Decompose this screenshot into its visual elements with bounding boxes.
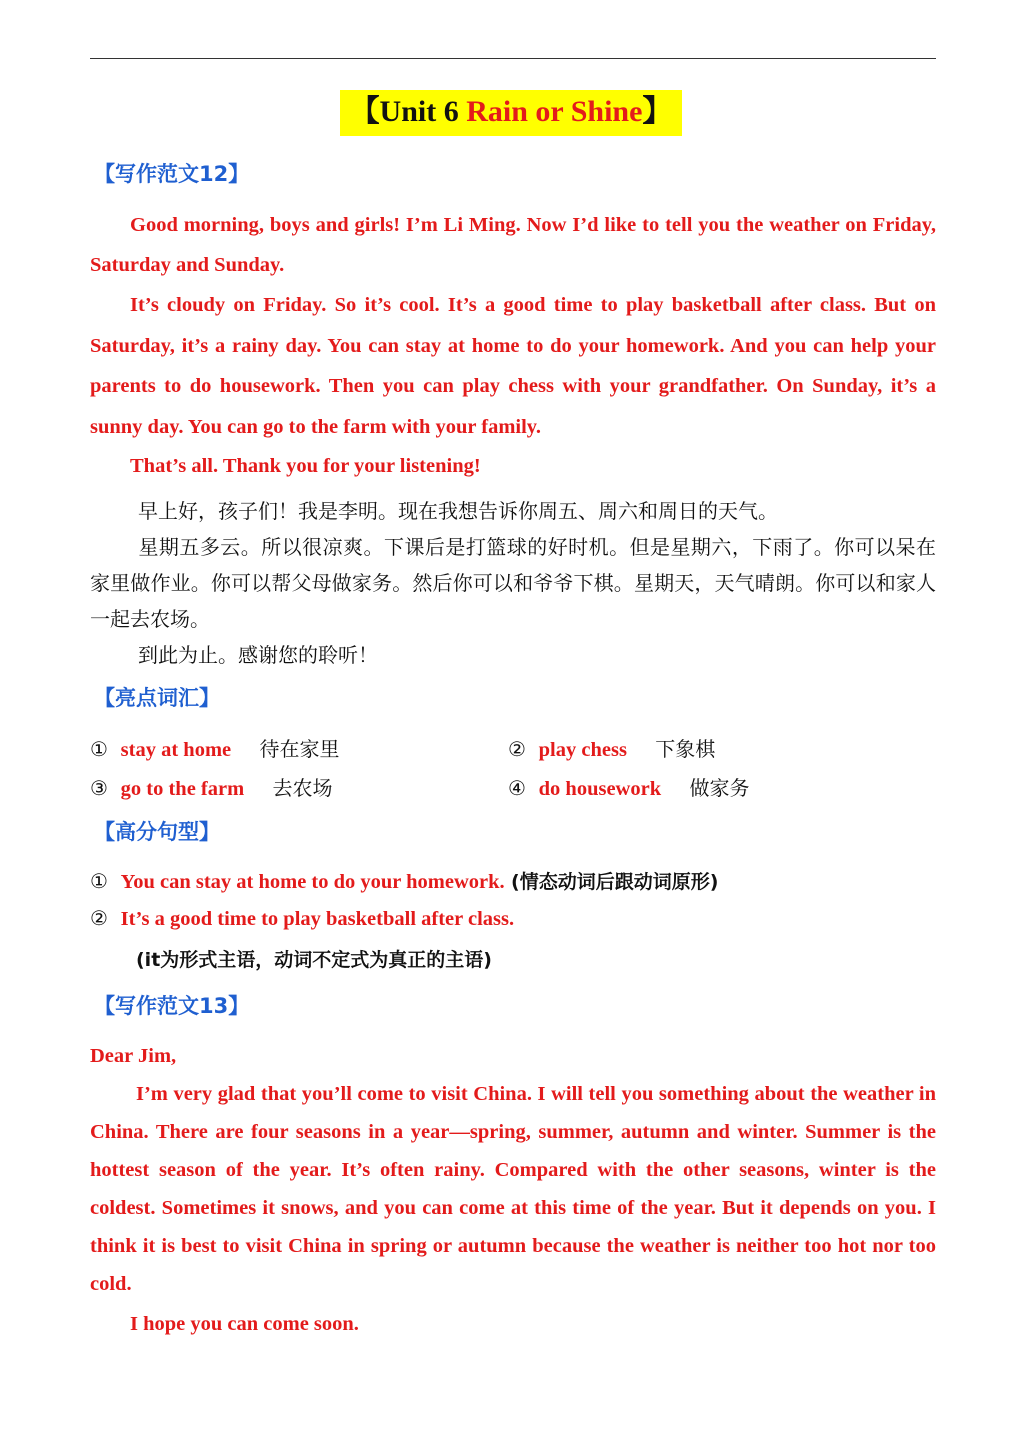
page-title: 【Unit 6 Rain or Shine】 [340, 90, 683, 136]
vocab-item: ① stay at home 待在家里 [90, 737, 340, 761]
essay13-heading: 【写作范文13】 [94, 994, 250, 1018]
essay12-translation-3: 到此为止。感谢您的聆听！ [138, 643, 378, 667]
essay12-paragraph-2: It’s cloudy on Friday. So it’s cool. It’s a good time to play basketball after class. But on Saturday, it’s a rainy day. You can stay at home to do your homework. And you can help your parents to do housework. Then you can play chess with your grandfather. On Sunday, it’s a sunny day. You can go to the farm with your family. [90, 294, 936, 438]
essay12-paragraph-1: Good morning, boys and girls! I’m Li Ming. Now I’d like to tell you the weather on Friday, Saturday and Sunday. [90, 214, 936, 276]
sentence-2: ② It’s a good time to play basketball after class. [90, 906, 515, 930]
essay13-paragraph-1: I’m very glad that you’ll come to visit China. I will tell you something about the weather in China. There are four seasons in a year—spring, summer, autumn and winter. Summer is the hottest season of the year. It’s often rainy. Compared with the other seasons, winter is the coldest. Sometimes it snows, and you can come at this time of the year. But it depends on you. I think it is best to visit China in spring or autumn because the weather is neither too hot nor too cold. [90, 1083, 936, 1295]
vocab-item: ③ go to the farm 去农场 [90, 776, 333, 800]
essay13-greeting: Dear Jim, [90, 1045, 177, 1067]
sentence-2-note: (it为形式主语，动词不定式为真正的主语) [136, 949, 492, 971]
vocab-item: ④ do housework 做家务 [508, 776, 750, 800]
page-title-wrap [0, 90, 1022, 136]
essay13-paragraph-2: I hope you can come soon. [130, 1313, 359, 1335]
essay12-translation-1: 早上好，孩子们！我是李明。现在我想告诉你周五、周六和周日的天气。 [138, 499, 778, 523]
sentence-1: ① You can stay at home to do your homework. (情态动词后跟动词原形) [90, 869, 719, 893]
essay12-translation-2: 星期五多云。所以很凉爽。下课后是打篮球的好时机。但是星期六，下雨了。你可以呆在家里做作业。你可以帮父母做家务。然后你可以和爷爷下棋。星期天，天气晴朗。你可以和家人一起去农场。 [90, 535, 936, 631]
vocab-heading: 【亮点词汇】 [94, 686, 220, 710]
essay12-heading: 【写作范文12】 [94, 162, 250, 186]
top-rule [90, 58, 936, 59]
vocab-item: ② play chess 下象棋 [508, 737, 716, 761]
sentences-heading: 【高分句型】 [94, 820, 220, 844]
essay12-paragraph-3: That’s all. Thank you for your listening! [130, 455, 481, 477]
